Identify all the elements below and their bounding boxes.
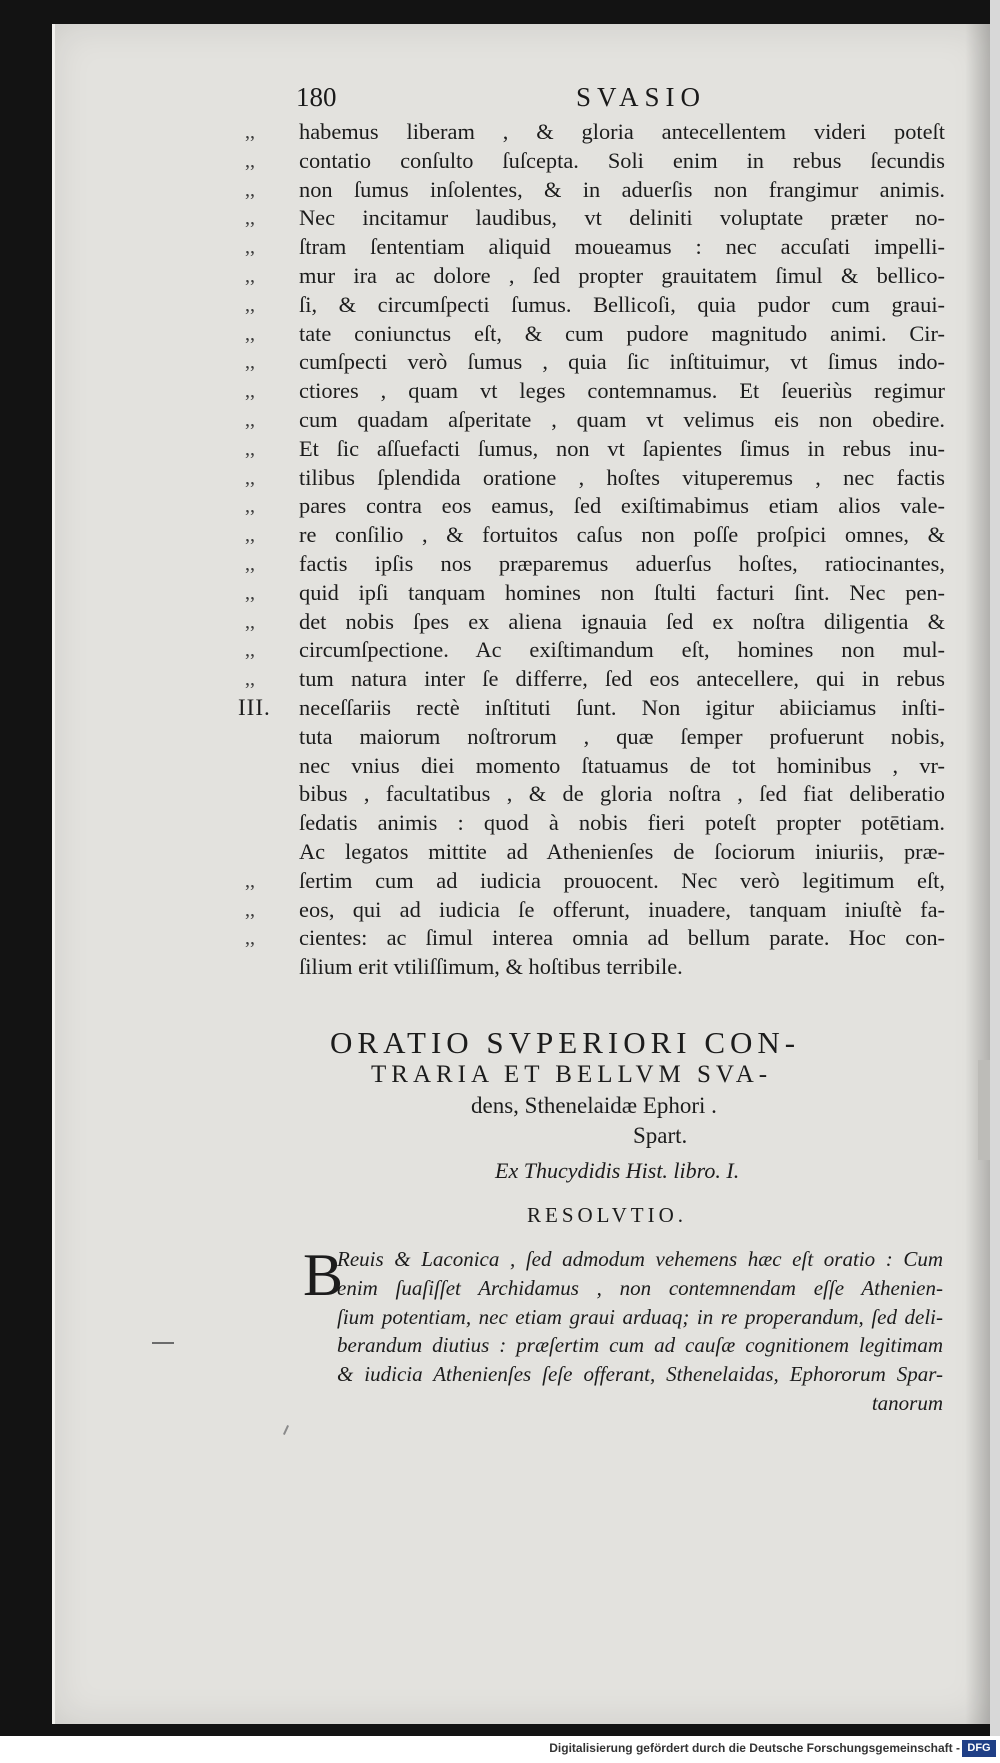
text-line-content: eos, qui ad iudicia ſe offerunt, inuadere, tanquam iniuſtè fa- — [299, 896, 945, 922]
text-line-content: det nobis ſpes ex aliena ignauia ſed ex noſtra diligentia & — [299, 608, 945, 634]
text-line-content: neceſſariis rectè inſtituti ſunt. Non igitur abiiciamus inſti- — [299, 694, 945, 720]
section-title-line-2: TRARIA ET BELLVM SVA- — [371, 1061, 773, 1088]
resolutio-line — [303, 1331, 943, 1360]
text-line-content: factis ipſis nos præparemus aduerſus hoſtes, ratiocinantes, — [299, 550, 945, 576]
text-line — [255, 838, 945, 867]
text-line-content: ctiores , quam vt leges contemnamus. Et ſeueriùs regimur — [299, 378, 945, 404]
text-line — [245, 348, 945, 377]
section-title-line-4: Spart. — [633, 1123, 688, 1148]
text-line — [255, 780, 945, 809]
text-line-content: Et ſic aſſuefacti ſumus, non vt ſapientes ſimus in rebus inu- — [299, 435, 945, 461]
text-line — [245, 320, 945, 349]
margin-quote-mark: ,, — [245, 149, 255, 172]
text-line — [255, 809, 945, 838]
text-line-content: tuta maiorum noſtrorum , quæ ſemper profuerunt nobis, — [299, 723, 945, 749]
resolutio-heading: RESOLVTIO. — [527, 1203, 687, 1227]
text-line-content: ſtram ſententiam aliquid moueamus : nec accuſati impelli- — [299, 234, 945, 260]
resolutio-line — [303, 1360, 943, 1389]
text-line-content: bibus , facultatibus , & de gloria noſtra , ſed fiat deliberatio — [299, 781, 945, 807]
text-line-content: Nec incitamur laudibus, vt deliniti voluptate præter no- — [299, 205, 945, 231]
text-line — [238, 694, 945, 723]
margin-quote-mark: ,, — [245, 178, 255, 201]
text-line-content: pares contra eos eamus, ſed exiſtimabimus etiam alios vale- — [299, 493, 945, 519]
text-line-content: ſedatis animis : quod à nobis fieri poteſt propter potētiam. — [299, 810, 945, 836]
text-line — [245, 377, 945, 406]
text-line — [255, 752, 945, 781]
margin-quote-mark: ,, — [245, 437, 255, 460]
margin-quote-mark: ,, — [245, 898, 255, 921]
text-line — [245, 291, 945, 320]
text-line-content: ſilium erit vtiliſſimum, & hoſtibus terribile. — [299, 954, 683, 980]
page-number: 180 — [296, 82, 337, 112]
text-line — [245, 579, 945, 608]
page-header — [296, 82, 936, 118]
text-line-content: cumſpecti verò ſumus , quia ſic inſtituimur, vt ſimus indo- — [299, 349, 945, 375]
margin-quote-mark: ,, — [245, 236, 255, 259]
text-line — [245, 435, 945, 464]
margin-quote-mark: ,, — [245, 552, 255, 575]
margin-quote-mark: ,, — [245, 264, 255, 287]
margin-quote-mark: ,, — [245, 466, 255, 489]
margin-quote-mark: ,, — [245, 524, 255, 547]
scan-right-strip — [990, 0, 1000, 1763]
text-line — [245, 233, 945, 262]
text-line — [255, 953, 945, 982]
page-edge — [52, 24, 55, 1724]
margin-quote-mark: ,, — [245, 668, 255, 691]
text-line — [255, 723, 945, 752]
dfg-logo: DFG — [962, 1740, 996, 1757]
text-line-content: quid ipſi tanquam homines non ſtulti facturi ſint. Nec pen- — [299, 579, 945, 605]
source-reference: Ex Thucydidis Hist. libro. I. — [495, 1158, 740, 1183]
text-line-content: non ſumus inſolentes, & in aduerſis non frangimur animis. — [299, 176, 945, 202]
text-line-content: cientes: ac ſimul interea omnia ad bellum parate. Hoc con- — [299, 925, 945, 951]
text-line — [245, 924, 945, 953]
page-gutter-shadow — [965, 24, 990, 1724]
text-line — [245, 608, 945, 637]
text-line — [245, 636, 945, 665]
text-line-content: circumſpectione. Ac exiſtimandum eſt, homines non mul- — [299, 637, 945, 663]
text-line-content: re conſilio , & fortuitos caſus non poſſe proſpici omnes, & — [299, 522, 945, 548]
text-line — [245, 665, 945, 694]
margin-quote-mark: ,, — [245, 408, 255, 431]
text-line-content: nec vnius diei momento ſtatuamus de tot hominibus , vr- — [299, 752, 945, 778]
running-title: SVASIO — [576, 82, 707, 112]
text-line-content: tilibus ſplendida oratione , hoſtes vituperemus , nec factis — [299, 464, 945, 490]
resolutio-line-content: & iudicia Athenienſes ſeſe offerant, Sthenelaidas, Ephororum Spar- — [337, 1362, 943, 1387]
margin-quote-mark: ,, — [245, 322, 255, 345]
text-line — [245, 492, 945, 521]
resolutio-line — [303, 1274, 943, 1303]
text-line — [245, 204, 945, 233]
text-line-content: mur ira ac dolore , ſed propter grauitatem ſimul & bellico- — [299, 262, 945, 288]
margin-quote-mark: ,, — [245, 639, 255, 662]
text-line — [245, 464, 945, 493]
drop-cap: B — [303, 1242, 344, 1308]
text-line-content: contatio conſulto ſuſcepta. Soli enim in rebus ſecundis — [299, 147, 945, 173]
margin-quote-mark: ,, — [245, 927, 255, 950]
resolutio-line — [303, 1303, 943, 1332]
text-line-content: ſertim cum ad iudicia prouocent. Nec verò legitimum eſt, — [299, 867, 945, 893]
resolutio-line-content: enim ſuaſiſſet Archidamus , non contemnendam eſſe Athenien- — [337, 1275, 943, 1300]
text-line — [245, 550, 945, 579]
margin-quote-mark: ,, — [245, 351, 255, 374]
text-line-content: tum natura inter ſe differre, ſed eos antecellere, qui in rebus — [299, 666, 945, 692]
text-line — [245, 896, 945, 925]
margin-quote-mark: ,, — [245, 121, 255, 143]
margin-quote-mark: ,, — [245, 869, 255, 892]
section-title-line-3: dens, Sthenelaidæ Ephori . — [471, 1093, 717, 1118]
text-line-content: tate coniunctus eſt, & cum pudore magnitudo animi. Cir- — [299, 320, 945, 346]
margin-mark — [152, 1342, 174, 1344]
margin-quote-mark: III. — [238, 694, 271, 720]
margin-quote-mark: ,, — [245, 293, 255, 316]
margin-quote-mark: ,, — [245, 380, 255, 403]
text-line-content: ſi, & circumſpecti ſumus. Bellicoſi, quia pudor cum graui- — [299, 291, 945, 317]
resolutio-line-content: Reuis & Laconica , ſed admodum vehemens hæc eſt oratio : Cum — [337, 1247, 943, 1271]
section-title-line-1: ORATIO SVPERIORI CON- — [330, 1025, 801, 1060]
text-line — [245, 147, 945, 176]
text-line-content: habemus liberam , & gloria antecellentem videri poteſt — [299, 119, 945, 144]
text-line — [245, 118, 945, 147]
page-tab-marker — [978, 1060, 990, 1160]
margin-quote-mark: ,, — [245, 207, 255, 230]
resolutio-line — [303, 1389, 943, 1418]
margin-quote-mark: ,, — [245, 495, 255, 518]
text-line — [245, 176, 945, 205]
text-line — [245, 521, 945, 550]
text-line-content: Ac legatos mittite ad Athenienſes de ſociorum iniuriis, præ- — [299, 838, 945, 864]
resolutio-line-content: berandum diutius : præſertim cum ad cauſæ cognitionem legitimam — [337, 1333, 943, 1358]
resolutio-text — [303, 1242, 943, 1418]
resolutio-line-content: ſium potentiam, nec etiam graui arduaq; in re properandum, ſed deli- — [337, 1304, 943, 1329]
body-text — [238, 118, 945, 982]
resolutio-line — [303, 1245, 943, 1274]
text-line — [245, 262, 945, 291]
margin-quote-mark: ,, — [245, 581, 255, 604]
text-line — [245, 867, 945, 896]
text-line-content: cum quadam aſperitate , quam vt velimus eis non obedire. — [299, 406, 945, 432]
text-line — [245, 406, 945, 435]
resolutio-line-content: tanorum — [871, 1390, 943, 1415]
footer-credit: Digitalisierung gefördert durch die Deutsche Forschungsgemeinschaft - — [549, 1741, 960, 1755]
margin-quote-mark: ,, — [245, 610, 255, 633]
